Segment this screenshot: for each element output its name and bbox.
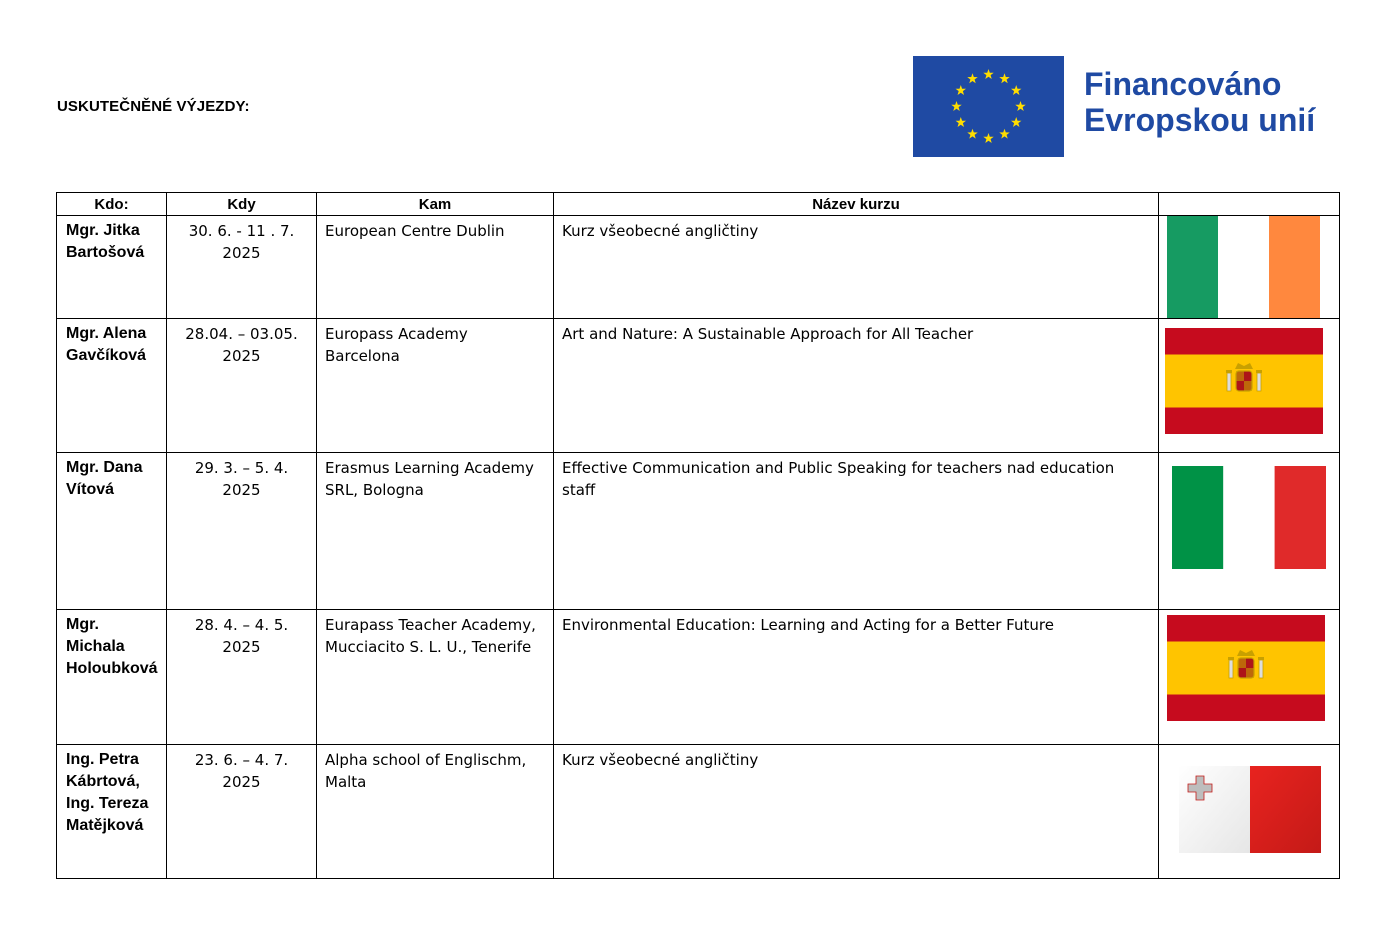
table-row bbox=[57, 319, 1340, 453]
eu-star-icon bbox=[956, 85, 966, 95]
participant-name-line: Mgr. Dana bbox=[66, 459, 143, 476]
eu-star-icon bbox=[1011, 117, 1021, 127]
cell-when-text: 28.04. – 03.05. 2025 bbox=[185, 325, 298, 365]
cell-flag bbox=[1159, 453, 1340, 610]
eu-funding-logo bbox=[913, 56, 1343, 158]
participant-name-line: Gavčíková bbox=[66, 347, 147, 364]
cell-course-text: Effective Communication and Public Speaking for teachers nad education staff bbox=[562, 459, 1115, 499]
cell-where bbox=[317, 453, 554, 610]
trips-table bbox=[56, 192, 1340, 879]
cell-when-text: 29. 3. – 5. 4. 2025 bbox=[194, 459, 289, 499]
cell-where-text: Europass Academy Barcelona bbox=[325, 325, 468, 365]
cell-course-text: Kurz všeobecné angličtiny bbox=[562, 751, 759, 769]
page-heading: USKUTEČNĚNÉ VÝJEZDY: bbox=[57, 98, 250, 115]
cell-when bbox=[167, 453, 317, 610]
header-course: Název kurzu bbox=[554, 193, 1159, 216]
participant-name-line: Mgr. bbox=[66, 616, 99, 633]
eu-star-icon bbox=[967, 73, 977, 83]
cell-flag bbox=[1159, 319, 1340, 453]
cell-who bbox=[57, 319, 167, 453]
participant-name-line: Ing. Tereza bbox=[66, 795, 149, 812]
participant-name-line: Bartošová bbox=[66, 244, 145, 261]
eu-funding-text bbox=[1084, 66, 1315, 138]
cell-flag bbox=[1159, 745, 1340, 879]
cell-who bbox=[57, 745, 167, 879]
table-row bbox=[57, 610, 1340, 745]
cell-where bbox=[317, 610, 554, 745]
cell-where bbox=[317, 319, 554, 453]
cell-course-text: Environmental Education: Learning and Acting for a Better Future bbox=[562, 616, 1054, 634]
malta-flag-icon bbox=[1179, 766, 1321, 853]
spain-flag-icon bbox=[1165, 328, 1323, 434]
participant-name-line: Mgr. Jitka bbox=[66, 222, 140, 239]
cell-where-text: Alpha school of Englischm, Malta bbox=[325, 751, 527, 791]
italy-flag-icon bbox=[1172, 466, 1326, 569]
cell-when-text: 28. 4. – 4. 5. 2025 bbox=[194, 616, 289, 656]
participant-name-line: Ing. Petra bbox=[66, 751, 139, 768]
cell-course bbox=[554, 319, 1159, 453]
cell-course-text: Art and Nature: A Sustainable Approach for All Teacher bbox=[562, 325, 974, 343]
cell-when bbox=[167, 745, 317, 879]
eu-star-icon bbox=[983, 133, 993, 143]
table-row bbox=[57, 745, 1340, 879]
cell-course bbox=[554, 745, 1159, 879]
cell-when bbox=[167, 216, 317, 319]
cell-when bbox=[167, 610, 317, 745]
participant-name-line: Holoubková bbox=[66, 660, 158, 677]
cell-course bbox=[554, 216, 1159, 319]
eu-star-icon bbox=[1011, 85, 1021, 95]
ireland-flag-icon bbox=[1167, 216, 1320, 318]
cell-flag bbox=[1159, 216, 1340, 319]
header-who: Kdo: bbox=[57, 193, 167, 216]
header-where: Kam bbox=[317, 193, 554, 216]
cell-who bbox=[57, 610, 167, 745]
cell-who bbox=[57, 453, 167, 610]
cell-where-text: Erasmus Learning Academy SRL, Bologna bbox=[325, 459, 534, 499]
eu-star-icon bbox=[1015, 101, 1025, 111]
cell-where-text: Eurapass Teacher Academy, Mucciacito S. L. U., Tenerife bbox=[325, 616, 536, 656]
eu-star-icon bbox=[951, 101, 961, 111]
eu-flag-icon bbox=[913, 56, 1064, 157]
eu-star-icon bbox=[983, 69, 993, 79]
cell-course-text: Kurz všeobecné angličtiny bbox=[562, 222, 759, 240]
participant-name-line: Vítová bbox=[66, 481, 115, 498]
spain-flag-icon bbox=[1167, 615, 1325, 721]
eu-text-line-2: Evropskou unií bbox=[1084, 102, 1316, 138]
header-flag bbox=[1159, 193, 1340, 216]
cell-when-text: 23. 6. – 4. 7. 2025 bbox=[194, 751, 289, 791]
participant-name-line: Mgr. Alena bbox=[66, 325, 147, 342]
cell-who bbox=[57, 216, 167, 319]
cell-course bbox=[554, 453, 1159, 610]
eu-star-icon bbox=[967, 129, 977, 139]
participant-name-line: Michala bbox=[66, 638, 125, 655]
table-row bbox=[57, 216, 1340, 319]
cell-when-text: 30. 6. - 11 . 7. 2025 bbox=[188, 222, 295, 262]
eu-star-icon bbox=[956, 117, 966, 127]
participant-name-line: Matějková bbox=[66, 817, 144, 834]
cell-where bbox=[317, 745, 554, 879]
eu-text-line-1: Financováno bbox=[1084, 66, 1282, 102]
table-row bbox=[57, 453, 1340, 610]
header-when: Kdy bbox=[167, 193, 317, 216]
eu-star-icon bbox=[999, 129, 1009, 139]
cell-course bbox=[554, 610, 1159, 745]
cell-when bbox=[167, 319, 317, 453]
eu-star-icon bbox=[999, 73, 1009, 83]
cell-where-text: European Centre Dublin bbox=[325, 222, 505, 240]
cell-where bbox=[317, 216, 554, 319]
table-header-row bbox=[57, 193, 1340, 216]
cell-flag bbox=[1159, 610, 1340, 745]
participant-name-line: Kábrtová, bbox=[66, 773, 140, 790]
